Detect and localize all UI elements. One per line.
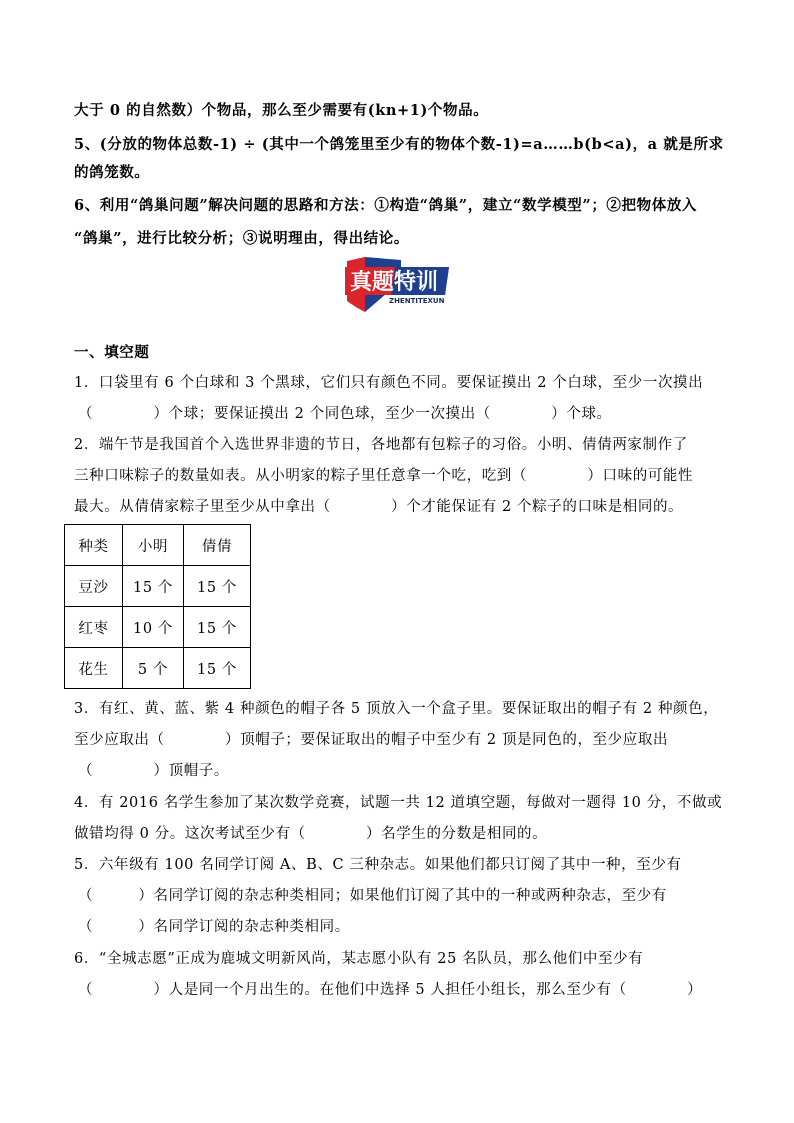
table-header-cell: 倩倩	[184, 525, 251, 566]
table-cell: 豆沙	[65, 566, 123, 607]
q5-line-1: 5．六年级有 100 名同学订阅 A、B、C 三种杂志。如果他们都只订阅了其中一种，至少有	[74, 857, 682, 873]
zongzi-table	[64, 524, 251, 689]
q1-line-1: 1．口袋里有 6 个白球和 3 个黑球，它们只有颜色不同。要保证摸出 2 个白球，至少一次摸出	[74, 375, 704, 391]
q2-line-1: 2．端午节是我国首个入选世界非遗的节日，各地都有包粽子的习俗。小明、倩倩两家制作了	[74, 437, 688, 453]
summary-line-2: 5、(分放的物体总数-1) ÷ (其中一个鸽笼里至少有的物体个数-1)=a……b(b<a)，a 就是所求	[74, 136, 724, 153]
table-header-cell: 小明	[123, 525, 184, 566]
table-cell: 10 个	[123, 607, 184, 648]
logo-title: 真题特训	[350, 270, 439, 295]
summary-line-4: 6、利用“鸽巢问题”解决问题的思路和方法：①构造“鸽巢”，建立“数学模型”；②把物体放入	[74, 197, 698, 214]
summary-line-3: 的鸽笼数。	[74, 164, 150, 181]
q6-line-2: （ ）人是同一个月出生的。在他们中选择 5 人担任小组长，那么至少有（ ）	[78, 982, 703, 998]
table-cell: 15 个	[184, 566, 251, 607]
table-header-row	[65, 525, 251, 566]
table-cell: 5 个	[123, 648, 184, 689]
q3-line-2: 至少应取出（ ）顶帽子；要保证取出的帽子中至少有 2 顶是同色的，至少应取出	[74, 732, 669, 748]
table-cell: 15 个	[123, 566, 184, 607]
q2-line-2: 三种口味粽子的数量如表。从小明家的粽子里任意拿一个吃，吃到（ ）口味的可能性	[74, 468, 694, 484]
table-row	[65, 566, 251, 607]
q2-line-3: 最大。从倩倩家粽子里至少从中拿出（ ）个才能保证有 2 个粽子的口味是相同的。	[74, 499, 684, 515]
q6-line-1: 6．“全城志愿”正成为鹿城文明新风尚，某志愿小队有 25 名队员，那么他们中至少有	[74, 951, 644, 967]
table-row	[65, 648, 251, 689]
q3-line-3: （ ）顶帽子。	[78, 763, 229, 779]
table-cell: 花生	[65, 648, 123, 689]
q5-line-2: （ ）名同学订阅的杂志种类相同；如果他们订阅了其中的一种或两种杂志，至少有	[78, 888, 667, 904]
q4-line-1: 4．有 2016 名学生参加了某次数学竞赛，试题一共 12 道填空题，每做对一题得 10 分，不做或	[74, 795, 723, 811]
logo-graphic	[345, 257, 450, 325]
table-cell: 15 个	[184, 607, 251, 648]
table-header-cell: 种类	[65, 525, 123, 566]
q5-line-3: （ ）名同学订阅的杂志种类相同。	[78, 919, 350, 935]
zhentitexun-logo	[345, 257, 450, 325]
logo-subtitle: ZHENTITEXUN	[389, 297, 445, 305]
table-cell: 15 个	[184, 648, 251, 689]
table-row	[65, 607, 251, 648]
q1-line-2: （ ）个球；要保证摸出 2 个同色球，至少一次摸出（ ）个球。	[78, 406, 612, 422]
summary-line-5: “鸽巢”，进行比较分析；③说明理由，得出结论。	[74, 230, 409, 247]
summary-line-1: 大于 0 的自然数）个物品，那么至少需要有(kn+1)个物品。	[74, 102, 489, 119]
q4-line-2: 做错均得 0 分。这次考试至少有（ ）名学生的分数是相同的。	[74, 826, 548, 842]
section-heading: 一、填空题	[74, 344, 150, 361]
q3-line-1: 3．有红、黄、蓝、紫 4 种颜色的帽子各 5 顶放入一个盒子里。要保证取出的帽子有 2 种颜色，	[74, 701, 719, 717]
table-cell: 红枣	[65, 607, 123, 648]
